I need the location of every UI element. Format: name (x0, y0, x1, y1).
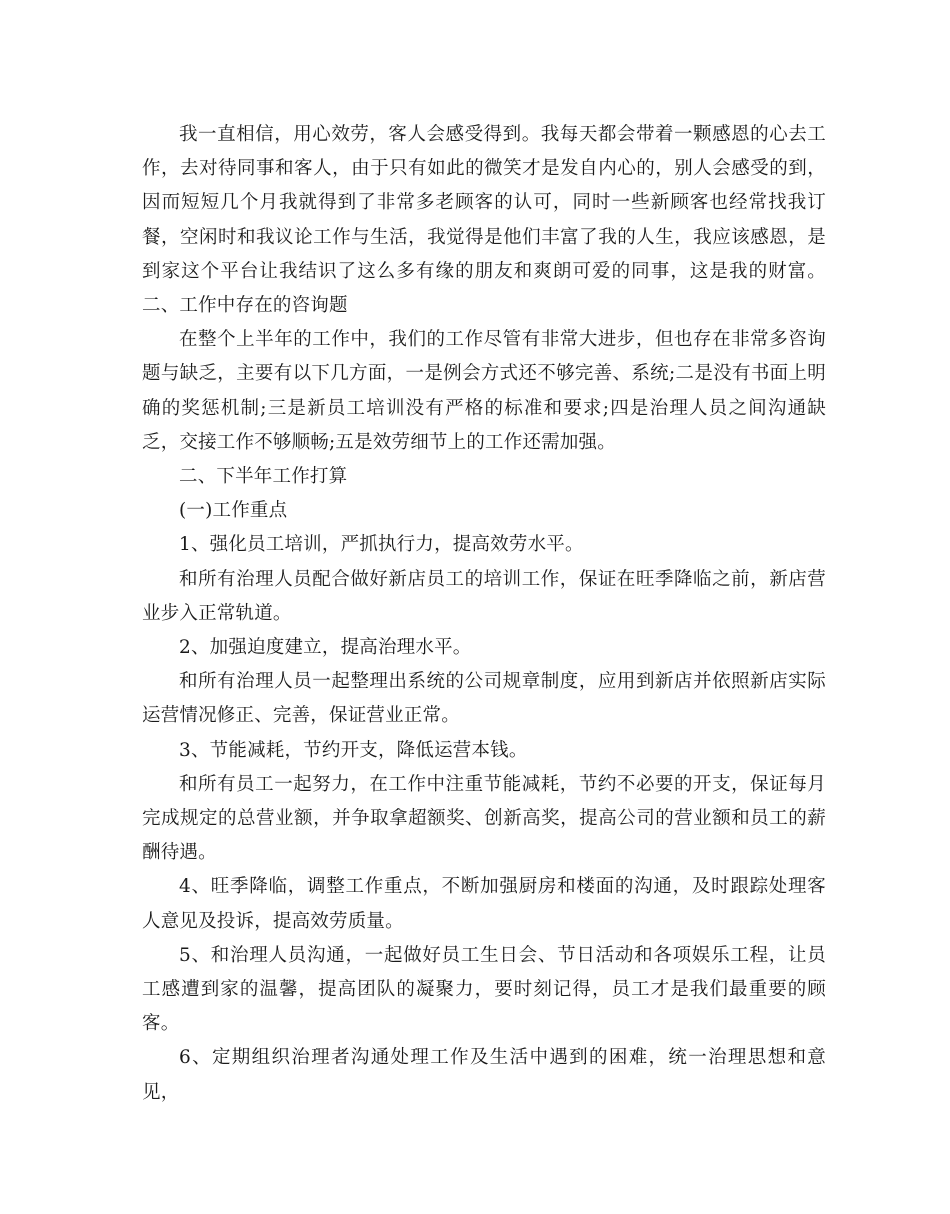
paragraph-cost: 和所有员工一起努力，在工作中注重节能减耗，节约不必要的开支，保证每月完成规定的总营业额，并争取拿超额奖、创新高奖，提高公司的营业额和员工的薪酬待遇。 (142, 773, 826, 864)
document-body (142, 118, 826, 1110)
paragraph-training: 和所有治理人员配合做好新店员工的培训工作，保证在旺季降临之前，新店营业步入正常轨道。 (142, 568, 826, 624)
section-heading-plan: 二、下半年工作打算 (179, 466, 348, 488)
list-item-training: 1、强化员工培训，严抓执行力，提高效劳水平。 (179, 534, 584, 556)
subsection-heading-focus: (一)工作重点 (179, 500, 288, 522)
paragraph-gratitude: 我一直相信，用心效劳，客人会感受得到。我每天都会带着一颗感恩的心去工作，去对待同事和客人，由于只有如此的微笑才是发自内心的，别人会感受的到，因而短短几个月我就得到了非常多老顾客的认可，同时一些新顾客也经常找我订餐，空闲时和我议论工作与生活，我觉得是他们丰富了我的人生，我应该感恩，是到家这个平台让我结识了这么多有缘的朋友和爽朗可爱的同事，这是我的财富。二、工作中存在的咨询题 (142, 124, 826, 317)
list-item-peak-season: 4、旺季降临，调整工作重点，不断加强厨房和楼面的沟通，及时跟踪处理客人意见及投诉，提高效劳质量。 (142, 876, 826, 932)
list-item-communication: 6、定期组织治理者沟通处理工作及生活中遇到的困难，统一治理思想和意见， (142, 1047, 826, 1103)
list-item-team: 5、和治理人员沟通，一起做好员工生日会、节日活动和各项娱乐工程，让员工感遭到家的温馨，提高团队的凝聚力，要时刻记得，员工才是我们最重要的顾客。 (142, 944, 826, 1035)
list-item-cost: 3、节能减耗，节约开支，降低运营本钱。 (179, 739, 528, 761)
paragraph-problems: 在整个上半年的工作中，我们的工作尽管有非常大进步，但也存在非常多咨询题与缺乏，主要有以下几方面，一是例会方式还不够完善、系统;二是没有书面上明确的奖惩机制;三是新员工培训没有严格的标准和要求;四是治理人员之间沟通缺乏，交接工作不够顺畅;五是效劳细节上的工作还需加强。 (142, 329, 826, 453)
list-item-system: 2、加强迫度建立，提高治理水平。 (179, 637, 472, 659)
paragraph-system: 和所有治理人员一起整理出系统的公司规章制度，应用到新店并依照新店实际运营情况修正、完善，保证营业正常。 (142, 671, 826, 727)
